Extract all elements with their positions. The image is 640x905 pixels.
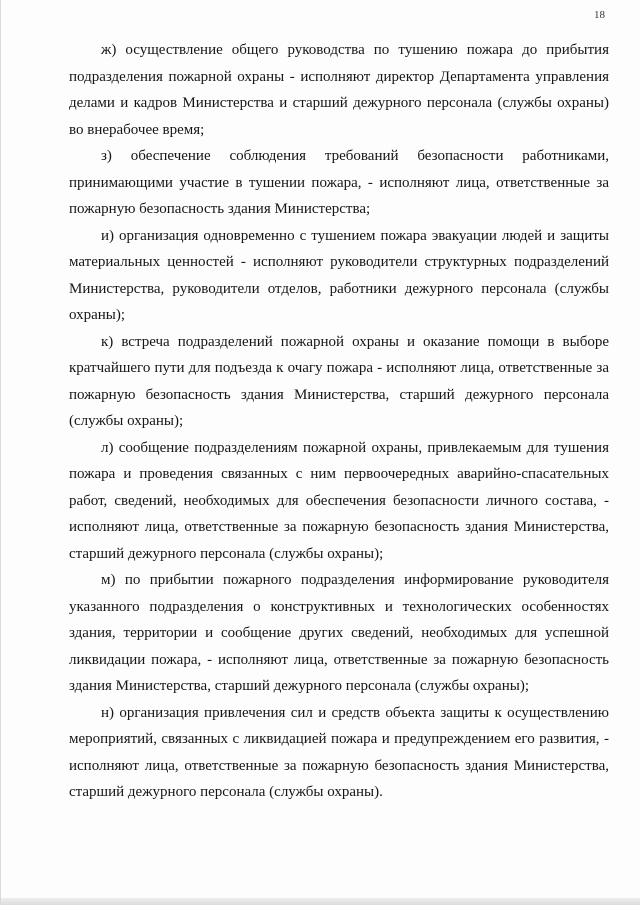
page-number: 18 [594, 9, 605, 21]
paragraph-k: к) встреча подразделений пожарной охраны и оказание помощи в выборе кратчайшего пути для подъезда к очагу пожара - исполняют лица, ответственные за пожарную безопасность здания Министерства, старший дежурного персонала (службы охраны); [69, 333, 609, 429]
paragraph-n: н) организация привлечения сил и средств объекта защиты к осуществлению мероприятий, связанных с ликвидацией пожара и предупреждением его развития, - исполняют лица, ответственные за пожарную безопасность здания Министерства, старший дежурного персонала (службы охраны). [69, 704, 609, 800]
paragraph-l: л) сообщение подразделениям пожарной охраны, привлекаемым для тушения пожара и проведения связанных с ним первоочередных аварийно-спасательных работ, сведений, необходимых для обеспечения безопасности личного состава, - исполняют лица, ответственные за пожарную безопасность здания Министерства, старший дежурного персонала (службы охраны); [69, 439, 609, 562]
paragraph-zh: ж) осуществление общего руководства по тушению пожара до прибытия подразделения пожарной охраны - исполняют директор Департамента управления делами и кадров Министерства и старший дежурного персонала (службы охраны) во внерабочее время; [69, 42, 609, 138]
paragraph-z: з) обеспечение соблюдения требований безопасности работниками, принимающими участие в тушении пожара, - исполняют лица, ответственные за пожарную безопасность здания Министерства; [69, 148, 609, 217]
scan-bottom-edge [1, 898, 640, 905]
document-body [69, 37, 609, 806]
paragraph-m: м) по прибытии пожарного подразделения информирование руководителя указанного подразделения о конструктивных и технологических особенностях здания, территории и сообщение других сведений, необходимых для успешной ликвидации пожара, - исполняют лица, ответственные за пожарную безопасность здания Министерства, старший дежурного персонала (службы охраны); [69, 572, 609, 694]
paragraph-i: и) организация одновременно с тушением пожара эвакуации людей и защиты материальных ценностей - исполняют руководители структурных подразделений Министерства, руководители отделов, работники дежурного персонала (службы охраны); [69, 227, 609, 323]
